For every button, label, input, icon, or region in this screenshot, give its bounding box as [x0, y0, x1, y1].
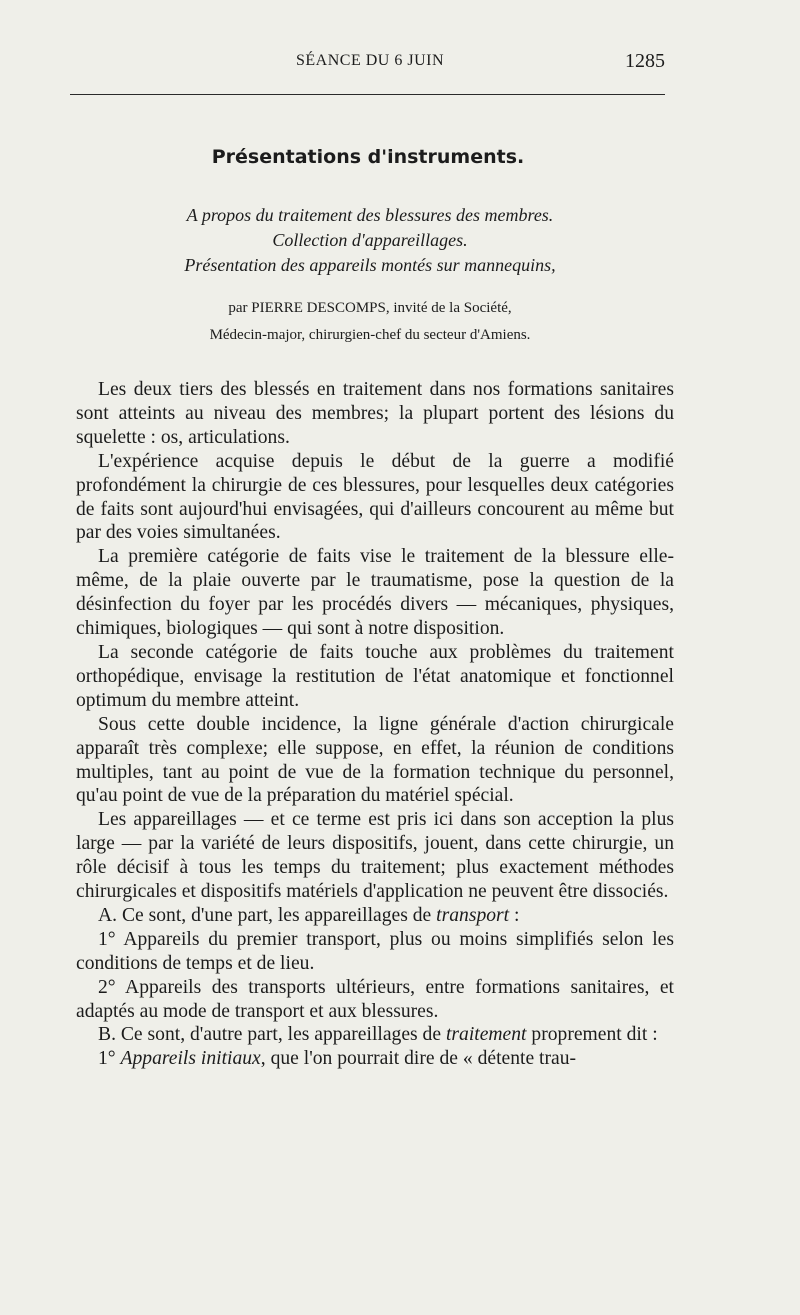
author-line: Médecin-major, chirurgien-chef du secteur d'Amiens.	[209, 327, 531, 343]
paragraph-text: , que l'on pourrait dire de « détente trau-	[260, 1048, 577, 1070]
author-line: par PIERRE DESCOMPS, invité de la Société,	[228, 300, 512, 316]
subtitle-line: Présentation des appareils montés sur mannequins,	[184, 255, 556, 275]
paragraph: Les deux tiers des blessés en traitement dans nos formations sanitaires sont atteints au niveau des membres; la plupart portent des lésions du squelette : os, articulations.	[76, 379, 674, 448]
paragraph: 2° Appareils des transports ultérieurs, entre formations sanitaires, et adaptés au mode de transport et aux blessures.	[76, 976, 674, 1022]
paragraph: La première catégorie de faits vise le traitement de la blessure elle-même, de la plaie ouverte par le traumatisme, pose la question de la désinfection du foyer par les procédés divers — mécaniques, physiques, chimiques, biologiques — qui sont à notre disposition.	[76, 546, 674, 640]
paragraph-text: 1°	[98, 1048, 121, 1070]
paragraph: L'expérience acquise depuis le début de la guerre a modifié profondément la chirurgie de ces blessures, pour lesquelles deux catégories de faits sont aujourd'hui envisagées, qui d'ailleurs concourent au même but par des voies simultanées.	[76, 450, 674, 544]
paragraph	[76, 904, 674, 928]
header-rule	[70, 94, 665, 95]
paragraph: Sous cette double incidence, la ligne générale d'action chirurgicale apparaît très complexe; elle suppose, en effet, la réunion de conditions multiples, tant au point de vue de la formation technique du personnel, qu'au point de vue de la préparation du matériel spécial.	[76, 713, 674, 807]
paragraph: La seconde catégorie de faits touche aux problèmes du traitement orthopédique, envisage la restitution de l'état anatomique et fonctionnel optimum du membre atteint.	[76, 641, 674, 711]
section-title: Présentations d'instruments.	[211, 146, 525, 168]
subtitle-line: A propos du traitement des blessures des membres.	[186, 205, 554, 225]
emphasis: Appareils initiaux	[120, 1048, 261, 1070]
paragraph	[76, 1023, 674, 1047]
subtitle-line: Collection d'appareillages.	[272, 230, 468, 250]
paragraph-text: proprement dit :	[526, 1024, 658, 1046]
paragraph: 1° Appareils du premier transport, plus ou moins simplifiés selon les conditions de temps et de lieu.	[76, 928, 674, 974]
paragraph-text: :	[509, 904, 520, 926]
emphasis: traitement	[445, 1024, 527, 1046]
running-title: SÉANCE DU 6 JUIN	[296, 52, 444, 69]
paragraph-text: B. Ce sont, d'autre part, les appareillages de	[98, 1024, 446, 1046]
paragraph-text: A. Ce sont, d'une part, les appareillages de	[98, 904, 437, 926]
paragraph	[76, 1047, 674, 1071]
running-head	[70, 52, 670, 76]
emphasis: transport	[436, 904, 510, 926]
paragraph: Les appareillages — et ce terme est pris ici dans son acception la plus large — par la variété de leurs dispositifs, jouent, dans cette chirurgie, un rôle décisif à tous les temps du traitement; plus exactement méthodes chirurgicales et dispositifs matériels d'application ne peuvent être dissociés.	[76, 809, 674, 903]
page-number: 1285	[625, 50, 665, 72]
body-text	[76, 378, 674, 1071]
